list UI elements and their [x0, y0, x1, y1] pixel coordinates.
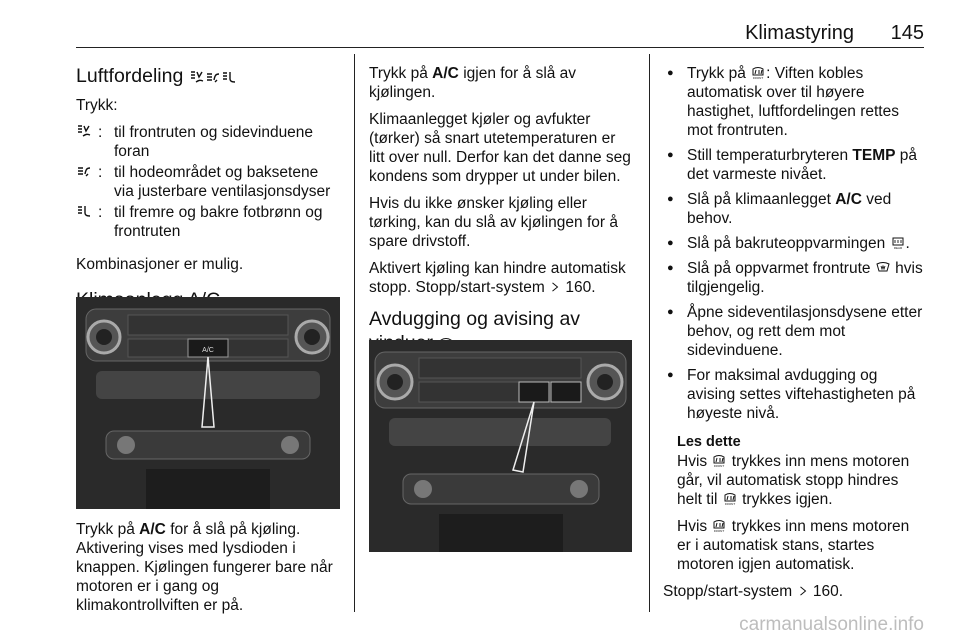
list-item: ● Slå på bakruteoppvarmingen .	[663, 234, 925, 253]
definition-text: til frontruten og sidevinduene foran	[114, 124, 314, 160]
paragraph: Hvis du ikke ønsker kjøling eller tørking, kan du slå av kjølingen for å spare drivstoff.	[369, 195, 618, 250]
column-1-bottom	[76, 520, 340, 623]
section-heading: Luftfordeling	[76, 64, 340, 88]
note-text: Hvis trykkes inn mens motoren er i automatisk stans, startes motoren igjen automatisk.	[677, 518, 910, 573]
front-defrost-icon	[751, 67, 765, 79]
combo-text: Kombinasjoner er mulig.	[76, 256, 244, 273]
column-3	[663, 64, 925, 609]
header-rule	[76, 47, 924, 48]
ac-button-label: A/C	[202, 347, 214, 354]
ac-paragraph: Trykk på A/C for å slå på kjøling. Aktivering vises med lysdioden i knappen. Kjølingen fungerer bare når motoren er i gang og klimakontrollviften er på.	[76, 521, 333, 614]
climate-panel-photo-defrost	[369, 340, 632, 552]
section-heading-defog: Avdugging og avising av	[369, 307, 635, 355]
note-heading: Les dette	[677, 434, 741, 450]
page-reference-icon	[550, 281, 560, 293]
list-item: ● Slå på klimaanlegget A/C ved behov.	[663, 190, 925, 228]
paragraph: Aktivert kjøling kan hindre automatisk stopp. Stopp/start-system 160.	[369, 260, 626, 296]
windshield-air-icon	[190, 71, 204, 83]
paragraph: Klimaanlegget kjøler og avfukter (tørker) så snart utetemperaturen er litt over null. Derfor kan det danne seg kondens som drypper ut under bilen.	[369, 111, 631, 185]
list-item: ● Slå på oppvarmet frontrute hvis tilgjengelig.	[663, 259, 925, 297]
foot-air-icon	[222, 71, 236, 83]
list-item: ● Still temperaturbryteren TEMP på det varmeste nivået.	[663, 146, 925, 184]
column-separator	[354, 54, 355, 612]
definition-text: til hodeområdet og baksetene via justerbare ventilasjonsdyser	[114, 164, 331, 200]
column-2	[369, 64, 635, 355]
front-defrost-icon	[712, 455, 726, 467]
chapter-title: Klimastyring	[745, 22, 854, 44]
note-box	[663, 433, 925, 574]
list-item: ● For maksimal avdugging og avising settes viftehastigheten på høyeste nivå.	[663, 366, 925, 423]
page-header	[76, 22, 924, 46]
column-separator	[649, 54, 650, 612]
ac-off-paragraph: Trykk på A/C igjen for å slå av kjølingen.	[369, 65, 577, 101]
foot-air-icon	[77, 205, 91, 217]
page-number: 145	[890, 22, 924, 44]
column-1	[76, 64, 340, 312]
list-item: ● Trykk på : Viften kobles automatisk over til høyere hastighet, luftfordelingen rettes mot frontruten.	[663, 64, 925, 140]
rear-defrost-icon	[891, 237, 905, 249]
windshield-air-icon	[77, 125, 91, 137]
reference-text: Stopp/start-system 160.	[663, 583, 844, 600]
definition-item: : til fremre og bakre fotbrønn og frontruten	[76, 203, 340, 241]
head-air-icon	[77, 165, 91, 177]
intro-text: Trykk:	[76, 97, 118, 114]
page-reference-icon	[798, 585, 808, 597]
front-defrost-icon	[723, 493, 737, 505]
list-item: ● Åpne sideventilasjonsdysene etter behov, og rett dem mot sidevinduene.	[663, 303, 925, 360]
definition-text: til fremre og bakre fotbrønn og frontruten	[114, 204, 323, 240]
heated-windscreen-icon	[876, 262, 890, 274]
watermark: carmanualsonline.info	[739, 614, 924, 635]
climate-panel-photo-ac	[76, 297, 340, 509]
note-text: Hvis trykkes inn mens motoren går, vil automatisk stopp hindres helt til trykkes igjen.	[677, 453, 910, 508]
definition-item: : til frontruten og sidevinduene foran	[76, 123, 340, 161]
head-air-icon	[206, 71, 220, 83]
front-defrost-icon	[712, 520, 726, 532]
definition-item: : til hodeområdet og baksetene via justerbare ventilasjonsdyser	[76, 163, 340, 201]
